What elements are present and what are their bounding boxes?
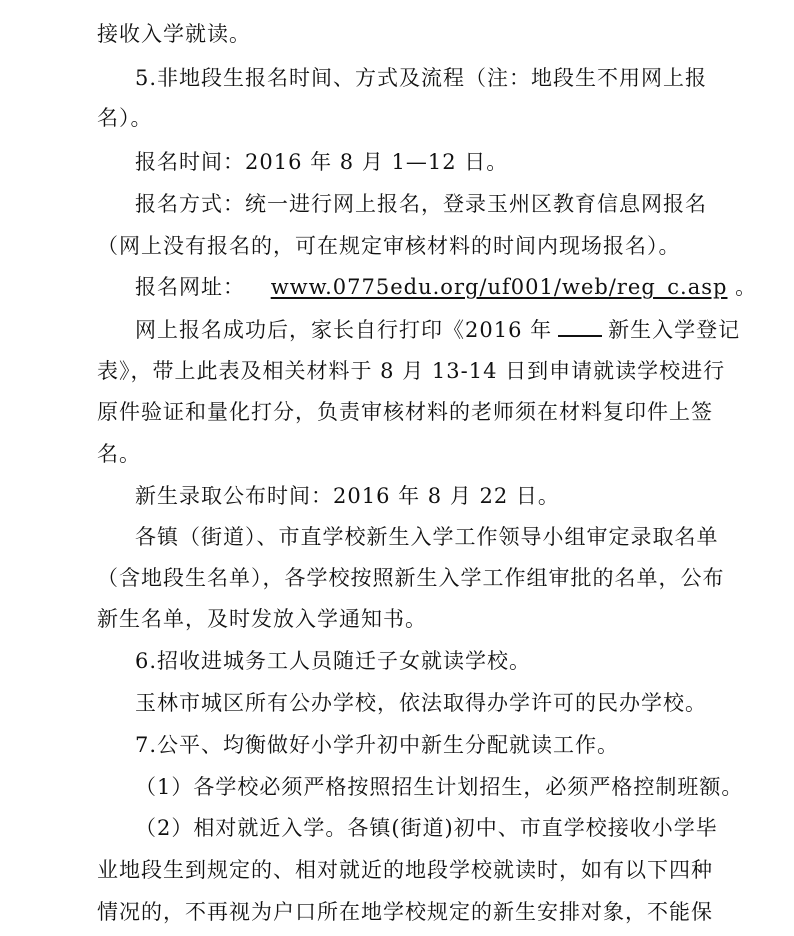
- text-line: 情况的，不再视为户口所在地学校规定的新生安排对象，不能保: [97, 900, 713, 924]
- registration-time: 报名时间：2016 年 8 月 1—12 日。: [135, 150, 509, 174]
- text-line: 名。: [97, 442, 141, 466]
- section-heading-5: 5.非地段生报名时间、方式及流程（注：地段生不用网上报: [135, 66, 708, 90]
- print-form-text-2: 新生入学登记: [608, 318, 741, 342]
- text-line: 原件验证和量化打分，负责审核材料的老师须在材料复印件上签: [97, 400, 713, 424]
- item-1: （1）各学校必须严格按照招生计划招生，必须严格控制班额。: [135, 775, 744, 799]
- print-form-text: 网上报名成功后，家长自行打印《2016 年: [135, 318, 553, 342]
- registration-url-link[interactable]: www.0775edu.org/uf001/web/reg_c.asp: [270, 275, 728, 299]
- section-heading-7: 7.公平、均衡做好小学升初中新生分配就读工作。: [135, 733, 620, 757]
- registration-url-line: [135, 273, 757, 301]
- admission-announce-time: 新生录取公布时间：2016 年 8 月 22 日。: [135, 484, 560, 508]
- print-form-line: [135, 316, 740, 344]
- url-label: 报名网址：: [135, 275, 245, 299]
- text-line: 表》，带上此表及相关材料于 8 月 13-14 日到申请就读学校进行: [97, 359, 726, 383]
- text-line: 接收入学就读。: [97, 22, 251, 46]
- text-line: 玉林市城区所有公办学校，依法取得办学许可的民办学校。: [135, 691, 707, 715]
- blank-underline: [558, 317, 602, 337]
- text-line: 各镇（街道）、市直学校新生入学工作领导小组审定录取名单: [135, 525, 719, 549]
- registration-method: 报名方式：统一进行网上报名，登录玉州区教育信息网报名: [135, 192, 707, 216]
- text-line: （网上没有报名的，可在规定审核材料的时间内现场报名）。: [97, 234, 681, 258]
- text-line: 业地段生到规定的、相对就近的地段学校就读时，如有以下四种: [97, 858, 713, 882]
- item-2: （2）相对就近入学。各镇(街道)初中、市直学校接收小学毕: [135, 816, 718, 840]
- text-line: （含地段生名单），各学校按照新生入学工作组审批的名单，公布: [97, 566, 725, 590]
- text-line: 新生名单，及时发放入学通知书。: [97, 607, 427, 631]
- url-period: 。: [735, 275, 758, 299]
- text-line: 名）。: [97, 106, 153, 130]
- section-heading-6: 6.招收进城务工人员随迁子女就读学校。: [135, 649, 532, 673]
